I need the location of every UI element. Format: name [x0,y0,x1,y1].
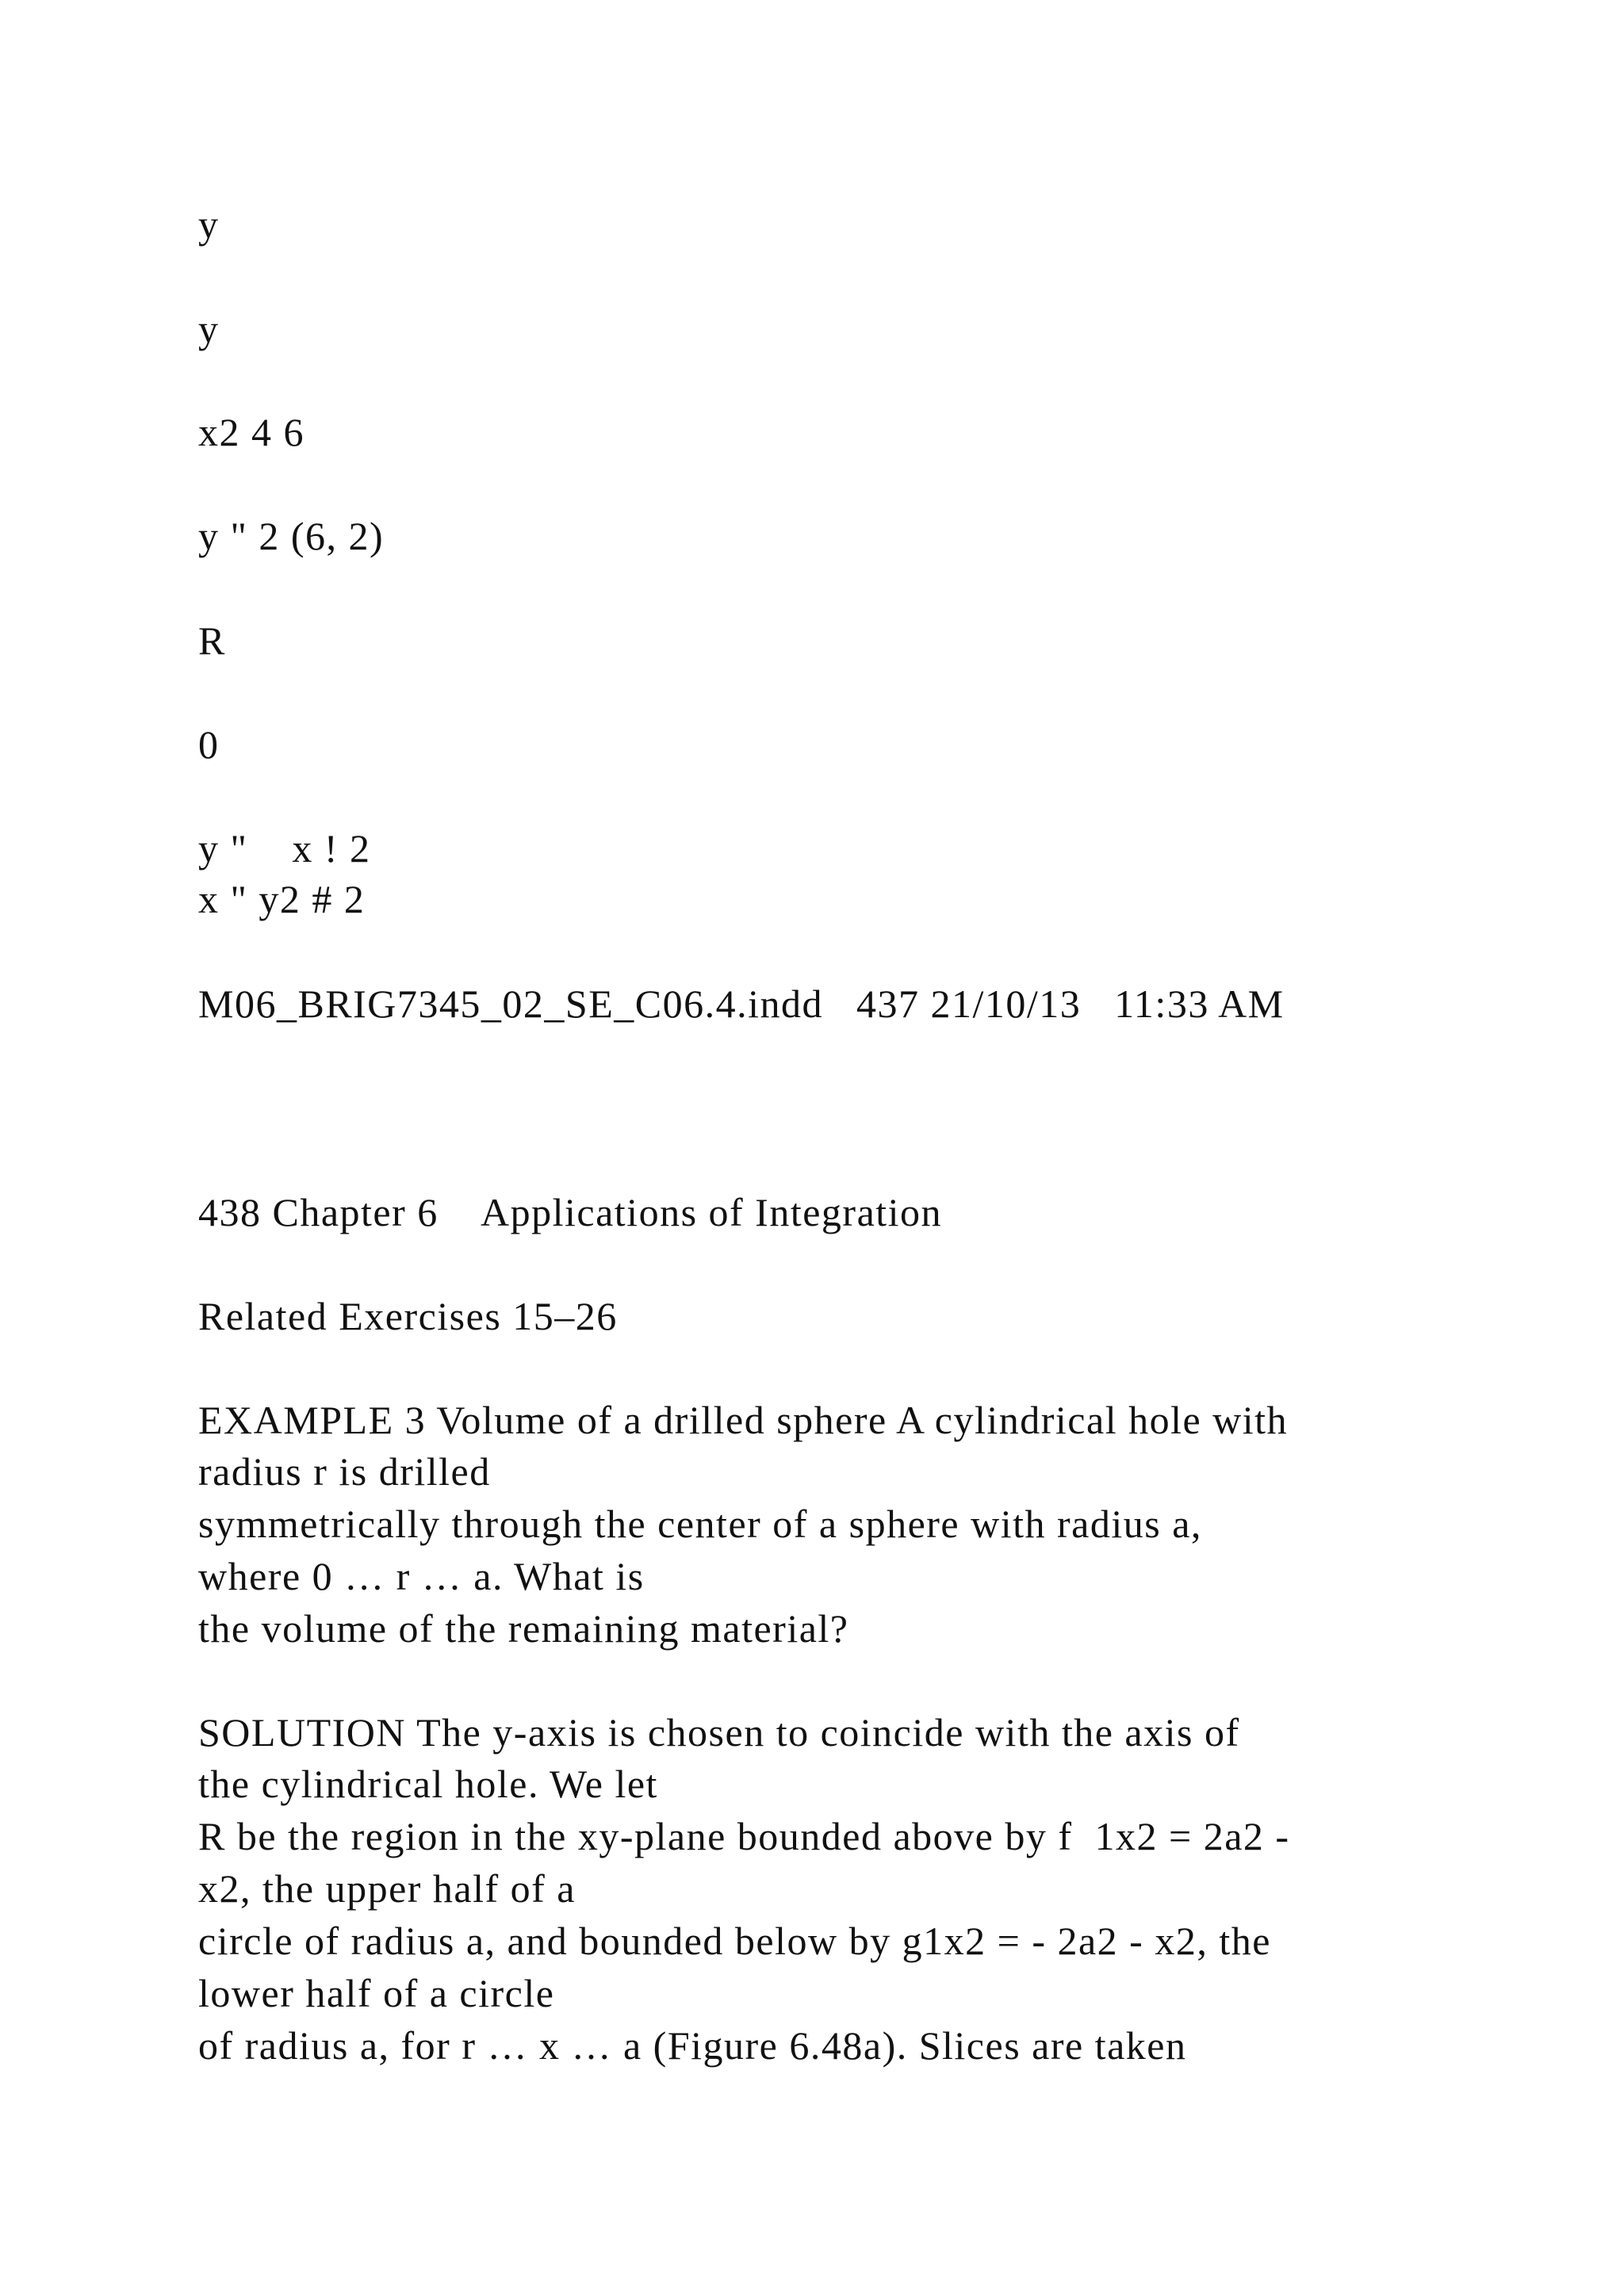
figure-label-curve-2: x " y2 # 2 [198,877,366,921]
example-line-3: symmetrically through the center of a sphere with radius a, [198,1502,1202,1546]
figure-label-x-ticks: x2 4 6 [198,410,304,454]
example-line-4: where 0 … r … a. What is [198,1554,645,1598]
solution-line-7: of radius a, for r … x … a (Figure 6.48a). Slices are taken [198,2023,1187,2068]
figure-label-origin: 0 [198,722,220,767]
figure-label-y-2: y [198,307,220,351]
example-line-2: radius r is drilled [198,1449,491,1494]
solution-line-3: R be the region in the xy-plane bounded above by f 1x2 = 2a2 - [198,1814,1290,1858]
example-line-1: EXAMPLE 3 Volume of a drilled sphere A cylindrical hole with [198,1398,1289,1442]
solution-line-5: circle of radius a, and bounded below by g1x2 = - 2a2 - x2, the [198,1919,1271,1963]
figure-label-region: R [198,618,226,663]
figure-label-y-1: y [198,202,220,247]
footer-slug: M06_BRIG7345_02_SE_C06.4.indd 437 21/10/13 11:33 AM [198,982,1285,1026]
solution-line-1: SOLUTION The y-axis is chosen to coincide with the axis of [198,1710,1240,1755]
example-line-5: the volume of the remaining material? [198,1606,849,1651]
related-exercises: Related Exercises 15–26 [198,1294,618,1338]
solution-line-6: lower half of a circle [198,1971,555,2015]
figure-label-line-point: y " 2 (6, 2) [198,514,385,558]
solution-line-2: the cylindrical hole. We let [198,1762,658,1806]
running-head: 438 Chapter 6 Applications of Integration [198,1190,943,1234]
solution-line-4: x2, the upper half of a [198,1866,576,1911]
figure-label-curve-1: y " x ! 2 [198,826,371,871]
